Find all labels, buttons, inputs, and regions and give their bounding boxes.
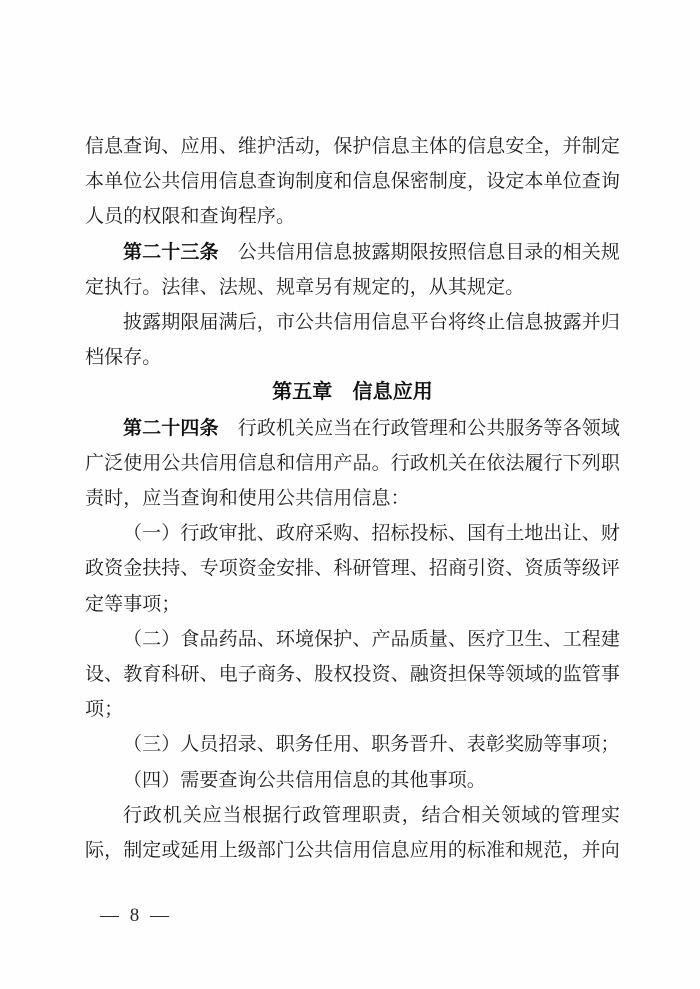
paragraph-text: （二）食品药品、环境保护、产品质量、医疗卫生、工程建设、教育科研、电子商务、股权投资、融资担保等领域的监管事项； <box>85 628 620 721</box>
document-body <box>85 129 620 868</box>
paragraph-text: 行政机关应当在行政管理和公共服务等各领域广泛使用公共信用信息和信用产品。行政机关在依法履行下列职责时，应当查询和使用公共信用信息： <box>85 417 620 510</box>
body-paragraph <box>85 798 620 868</box>
chapter-heading <box>85 375 620 410</box>
body-paragraph <box>85 516 620 622</box>
paragraph-text: 第五章 信息应用 <box>272 381 433 404</box>
article-number: 第二十三条 <box>123 241 238 263</box>
body-paragraph <box>85 235 620 305</box>
page-number: — 8 — <box>100 905 172 926</box>
body-paragraph <box>85 129 620 235</box>
paragraph-text: 公共信用信息披露期限按照信息目录的相关规定执行。法律、法规、规章另有规定的，从其规定。 <box>85 241 620 298</box>
body-paragraph <box>85 622 620 728</box>
paragraph-text: 信息查询、应用、维护活动，保护信息主体的信息安全，并制定本单位公共信用信息查询制度和信息保密制度，设定本单位查询人员的权限和查询程序。 <box>85 136 620 228</box>
paragraph-text: 披露期限届满后，市公共信用信息平台将终止信息披露并归档保存。 <box>85 312 620 369</box>
paragraph-text: 行政机关应当根据行政管理职责，结合相关领域的管理实际，制定或延用上级部门公共信用信息应用的标准和规范，并向 <box>85 804 620 862</box>
body-paragraph <box>85 727 620 762</box>
paragraph-text: （一）行政审批、政府采购、招标投标、国有土地出让、财政资金扶持、专项资金安排、科研管理、招商引资、资质等级评定等事项； <box>85 523 620 615</box>
body-paragraph <box>85 305 620 375</box>
body-paragraph <box>85 411 620 517</box>
paragraph-text: （四）需要查询公共信用信息的其他事项。 <box>123 769 486 791</box>
paragraph-text: （三）人员招录、职务任用、职务晋升、表彰奖励等事项； <box>123 734 620 756</box>
body-paragraph <box>85 763 620 798</box>
article-number: 第二十四条 <box>123 417 238 439</box>
